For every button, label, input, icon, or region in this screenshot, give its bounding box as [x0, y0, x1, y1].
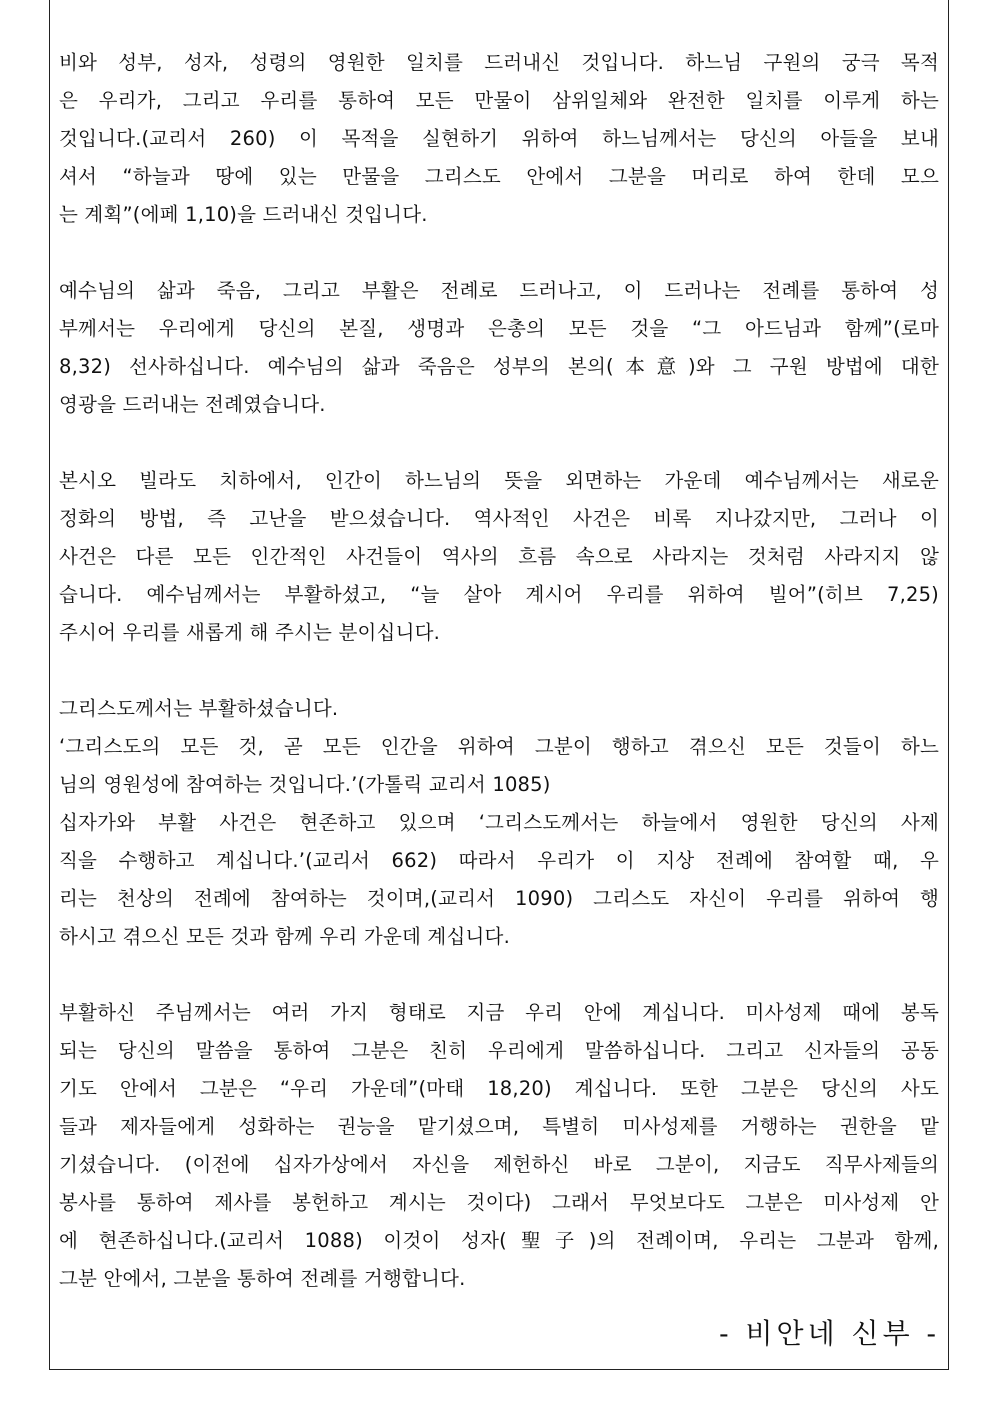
page-frame [49, 0, 949, 1370]
paragraph-3 [59, 462, 939, 652]
text-line: 기셨습니다. (이전에 십자가상에서 자신을 제헌하신 바로 그분이, 지금도 직무사제들의 [59, 1153, 939, 1176]
paragraph-spacer [59, 424, 939, 462]
text-line: 정화의 방법, 즉 고난을 받으셨습니다. 역사적인 사건은 비록 지나갔지만, 그러나 이 [59, 507, 939, 530]
text-line: 들과 제자들에게 성화하는 권능을 맡기셨으며, 특별히 미사성제를 거행하는 권한을 맡 [59, 1115, 939, 1138]
text-line: 부께서는 우리에게 당신의 본질, 생명과 은총의 모든 것을 “그 아드님과 함께”(로마 [59, 317, 939, 340]
paragraph-spacer [59, 956, 939, 994]
paragraph-4 [59, 690, 939, 956]
text-line: 리는 천상의 전례에 참여하는 것이며,(교리서 1090) 그리스도 자신이 우리를 위하여 행 [59, 887, 939, 910]
text-line: 습니다. 예수님께서는 부활하셨고, “늘 살아 계시어 우리를 위하여 빌어”(히브 7,25) [59, 583, 939, 606]
paragraph-spacer [59, 234, 939, 272]
paragraph-5 [59, 994, 939, 1298]
text-line: 예수님의 삶과 죽음, 그리고 부활은 전례로 드러나고, 이 드러나는 전례를 통하여 성 [59, 279, 939, 302]
text-line: 것입니다.(교리서 260) 이 목적을 실현하기 위하여 하느님께서는 당신의 아들을 보내 [59, 127, 939, 150]
text-line: 봉사를 통하여 제사를 봉헌하고 계시는 것이다) 그래서 무엇보다도 그분은 미사성제 안 [59, 1191, 939, 1214]
text-line: 비와 성부, 성자, 성령의 영원한 일치를 드러내신 것입니다. 하느님 구원의 궁극 목적 [59, 51, 939, 74]
text-line: 본시오 빌라도 치하에서, 인간이 하느님의 뜻을 외면하는 가운데 예수님께서는 새로운 [59, 469, 939, 492]
text-line: 셔서 “하늘과 땅에 있는 만물을 그리스도 안에서 그분을 머리로 하여 한데 모으 [59, 165, 939, 188]
text-line: 는 계획”(에페 1,10)을 드러내신 것입니다. [59, 203, 428, 226]
paragraph-1 [59, 44, 939, 234]
text-line: 그리스도께서는 부활하셨습니다. [59, 697, 339, 720]
text-line: 영광을 드러내는 전례였습니다. [59, 393, 326, 416]
text-line: 8,32) 선사하십니다. 예수님의 삶과 죽음은 성부의 본의(本意)와 그 구원 방법에 대한 [59, 355, 939, 378]
text-line: 그분 안에서, 그분을 통하여 전례를 거행합니다. [59, 1267, 466, 1290]
text-line: 십자가와 부활 사건은 현존하고 있으며 ‘그리스도께서는 하늘에서 영원한 당신의 사제 [59, 811, 939, 834]
text-line: 직을 수행하고 계십니다.’(교리서 662) 따라서 우리가 이 지상 전례에 참여할 때, 우 [59, 849, 939, 872]
text-line: 주시어 우리를 새롭게 해 주시는 분이십니다. [59, 621, 441, 644]
text-line: 에 현존하십니다.(교리서 1088) 이것이 성자(聖子)의 전례이며, 우리는 그분과 함께, [59, 1229, 939, 1252]
text-line: 님의 영원성에 참여하는 것입니다.’(가톨릭 교리서 1085) [59, 773, 551, 796]
paragraph-spacer [59, 652, 939, 690]
document-body [59, 44, 939, 1298]
text-line: ‘그리스도의 모든 것, 곧 모든 인간을 위하여 그분이 행하고 겪으신 모든 것들이 하느 [59, 735, 939, 758]
text-line: 은 우리가, 그리고 우리를 통하여 모든 만물이 삼위일체와 완전한 일치를 이루게 하는 [59, 89, 939, 112]
text-line: 하시고 겪으신 모든 것과 함께 우리 가운데 계십니다. [59, 925, 510, 948]
paragraph-2 [59, 272, 939, 424]
text-line: 기도 안에서 그분은 “우리 가운데”(마태 18,20) 계십니다. 또한 그분은 당신의 사도 [59, 1077, 939, 1100]
text-line: 부활하신 주님께서는 여러 가지 형태로 지금 우리 안에 계십니다. 미사성제 때에 봉독 [59, 1001, 939, 1024]
text-line: 되는 당신의 말씀을 통하여 그분은 친히 우리에게 말씀하십니다. 그리고 신자들의 공동 [59, 1039, 939, 1062]
text-line: 사건은 다른 모든 인간적인 사건들이 역사의 흐름 속으로 사라지는 것처럼 사라지지 않 [59, 545, 939, 568]
author-signature: - 비안네 신부 - [719, 1317, 940, 1350]
